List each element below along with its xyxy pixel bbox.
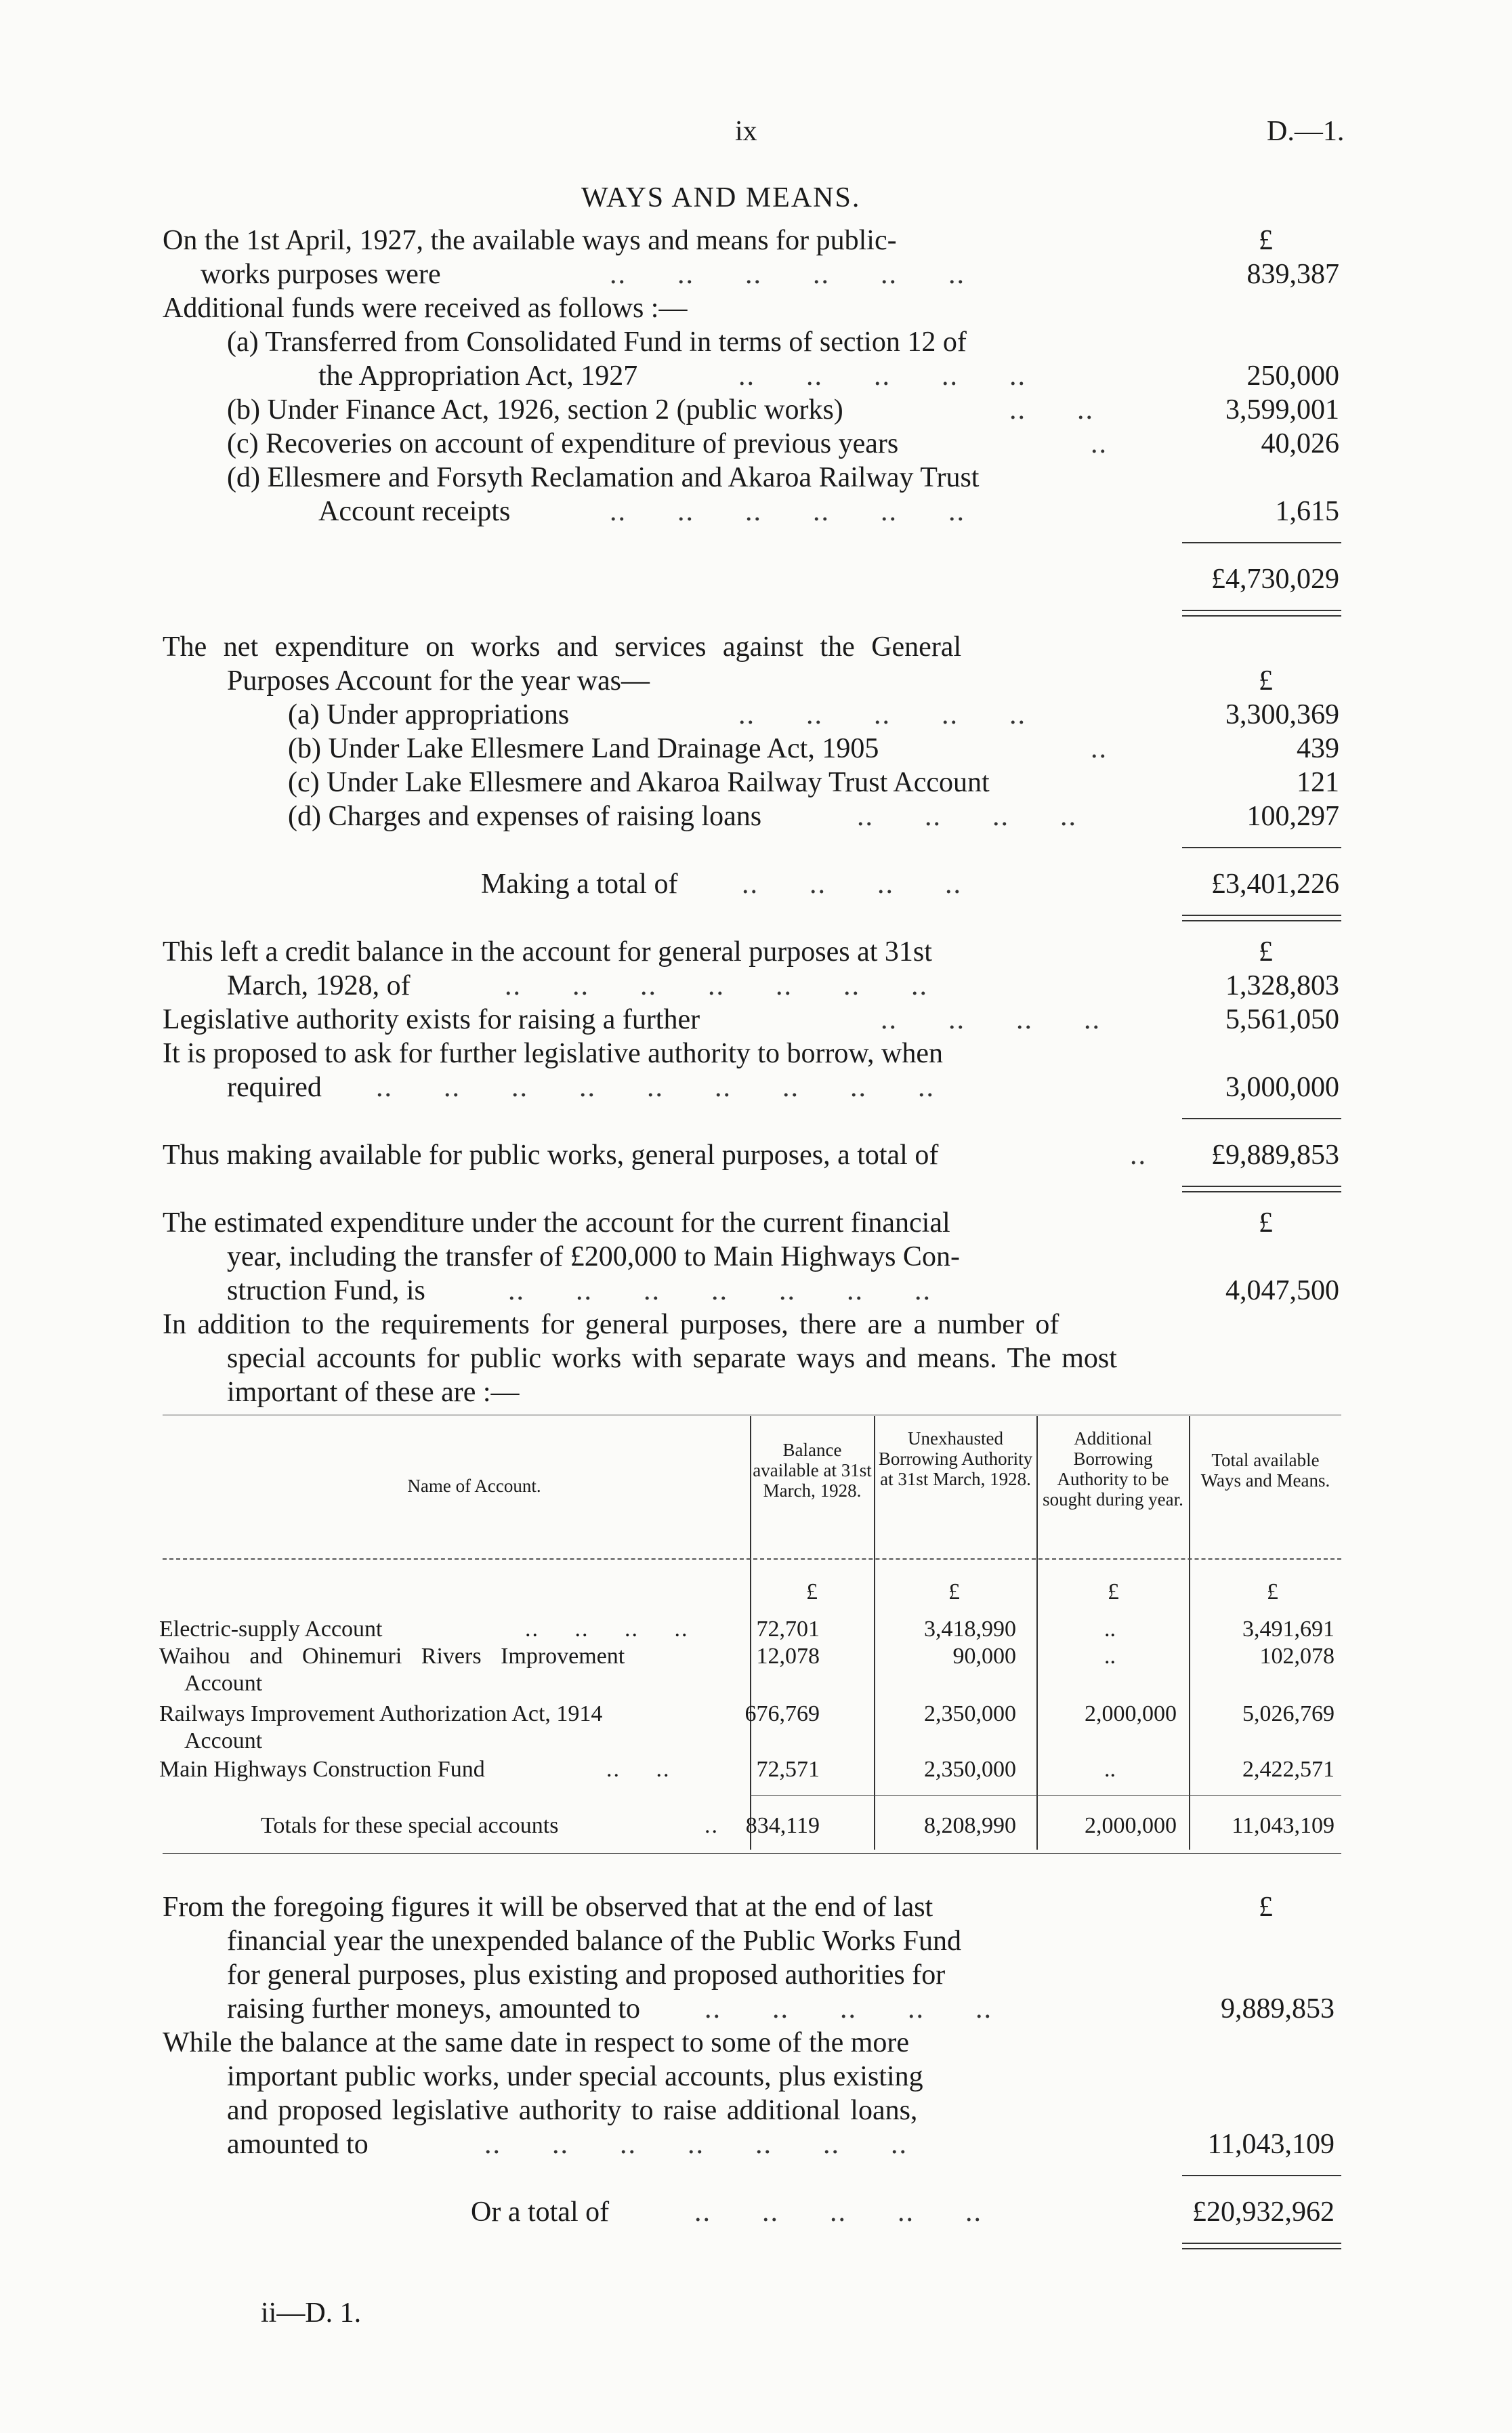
total-cell: 2,422,571 bbox=[1242, 1757, 1335, 1782]
amount: 250,000 bbox=[1246, 360, 1339, 392]
leader-dots: .. .. .. .. .. .. .. .. .. bbox=[376, 1072, 935, 1103]
text-line: March, 1928, of bbox=[227, 970, 411, 1001]
page-title: WAYS AND MEANS. bbox=[581, 182, 861, 213]
text-line: and proposed legislative authority to raise additional loans, bbox=[227, 2095, 918, 2126]
currency-symbol: £ bbox=[1259, 1207, 1273, 1239]
text-line: important of these are :— bbox=[227, 1377, 520, 1408]
text-line: The net expenditure on works and services against the General bbox=[163, 631, 962, 663]
leader-dots: .. bbox=[1091, 733, 1108, 764]
amount: 439 bbox=[1297, 733, 1339, 764]
column-divider bbox=[874, 1416, 875, 1850]
total-amount: £4,730,029 bbox=[1211, 564, 1339, 595]
leader-dots: .. .. bbox=[606, 1757, 671, 1782]
amount: 40,026 bbox=[1261, 428, 1339, 459]
text-line: (a) Under appropriations bbox=[288, 699, 570, 730]
page-number: ix bbox=[735, 116, 757, 147]
text-line: (c) Under Lake Ellesmere and Akaroa Railway Trust Account bbox=[288, 767, 990, 798]
text-line: Additional funds were received as follows :— bbox=[163, 293, 688, 324]
divider bbox=[1182, 542, 1341, 543]
leader-dots: .. bbox=[1091, 428, 1108, 459]
balance-cell: 676,769 bbox=[744, 1701, 820, 1726]
additional-cell: .. bbox=[1104, 1644, 1116, 1669]
text-line: This left a credit balance in the account for general purposes at 31st bbox=[163, 936, 932, 968]
leader-dots: .. .. .. .. .. .. .. bbox=[484, 2129, 908, 2160]
column-header: Name of Account. bbox=[407, 1476, 541, 1496]
double-rule bbox=[1182, 610, 1341, 617]
leader-dots: .. .. bbox=[1009, 394, 1094, 425]
amount: 100,297 bbox=[1246, 801, 1339, 832]
text-line: Account receipts bbox=[318, 496, 511, 527]
text-line: the Appropriation Act, 1927 bbox=[318, 360, 638, 392]
total-amount: £3,401,226 bbox=[1211, 869, 1339, 900]
divider bbox=[1182, 847, 1341, 848]
leader-dots: .. .. .. .. .. .. .. bbox=[508, 1275, 931, 1306]
text-line: While the balance at the same date in respect to some of the more bbox=[163, 2027, 910, 2058]
doc-code: D.—1. bbox=[1267, 116, 1345, 147]
currency-symbol: £ bbox=[806, 1579, 818, 1604]
additional-cell: 2,000,000 bbox=[1085, 1701, 1177, 1726]
currency-symbol: £ bbox=[1108, 1579, 1119, 1604]
currency-symbol: £ bbox=[1259, 665, 1273, 696]
text-line: (b) Under Lake Ellesmere Land Drainage Act, 1905 bbox=[288, 733, 879, 764]
unexhausted-total: 8,208,990 bbox=[924, 1813, 1016, 1838]
double-rule bbox=[1182, 1186, 1341, 1192]
text-line: (a) Transferred from Consolidated Fund in terms of section 12 of bbox=[227, 327, 967, 358]
footer-signature: ii—D. 1. bbox=[261, 2297, 362, 2329]
text-line: required bbox=[227, 1072, 322, 1103]
amount: 5,561,050 bbox=[1225, 1004, 1339, 1035]
divider bbox=[1182, 2175, 1341, 2176]
leader-dots: .. .. .. .. bbox=[857, 801, 1077, 832]
currency-symbol: £ bbox=[1259, 1892, 1273, 1923]
leader-dots: .. .. .. .. bbox=[881, 1004, 1101, 1035]
text-line: raising further moneys, amounted to bbox=[227, 1993, 641, 2024]
balance-total: 834,119 bbox=[745, 1813, 820, 1838]
amount: 1,615 bbox=[1275, 496, 1339, 527]
column-header: Balance available at 31st March, 1928. bbox=[753, 1440, 872, 1501]
total-label: Making a total of bbox=[481, 869, 678, 900]
leader-dots: .. .. .. .. bbox=[525, 1617, 689, 1642]
leader-dots: .. .. .. .. .. .. bbox=[610, 496, 965, 527]
text-line: Legislative authority exists for raising a further bbox=[163, 1004, 700, 1035]
leader-dots: .. .. .. .. .. .. .. bbox=[505, 970, 928, 1001]
column-divider bbox=[750, 1416, 751, 1850]
total-label: Or a total of bbox=[471, 2197, 610, 2228]
additional-cell: .. bbox=[1104, 1617, 1116, 1642]
leader-dots: .. .. .. .. .. bbox=[738, 360, 1026, 392]
leader-dots: .. .. .. .. .. bbox=[705, 1993, 992, 2024]
currency-symbol: £ bbox=[1259, 225, 1273, 256]
text-line: (c) Recoveries on account of expenditure of previous years bbox=[227, 428, 899, 459]
column-header: Additional Borrowing Authority to be sought during year. bbox=[1043, 1428, 1183, 1510]
balance-cell: 72,571 bbox=[756, 1757, 820, 1782]
amount: 11,043,109 bbox=[1207, 2129, 1335, 2160]
additional-total: 2,000,000 bbox=[1085, 1813, 1177, 1838]
text-line: (d) Charges and expenses of raising loans bbox=[288, 801, 762, 832]
text-line: financial year the unexpended balance of the Public Works Fund bbox=[227, 1926, 962, 1957]
text-line: important public works, under special accounts, plus existing bbox=[227, 2061, 923, 2092]
currency-symbol: £ bbox=[1267, 1579, 1278, 1604]
text-line: In addition to the requirements for general purposes, there are a number of bbox=[163, 1309, 1059, 1340]
unexhausted-cell: 2,350,000 bbox=[924, 1701, 1016, 1726]
leader-dots: .. .. .. .. .. .. bbox=[610, 259, 965, 290]
column-header: Unexhausted Borrowing Authority at 31st March, 1928. bbox=[878, 1428, 1033, 1489]
amount: 3,000,000 bbox=[1225, 1072, 1339, 1103]
text-line: amounted to bbox=[227, 2129, 369, 2160]
leader-dots: .. .. .. .. bbox=[742, 869, 962, 900]
total-amount: £20,932,962 bbox=[1192, 2197, 1335, 2228]
amount: 1,328,803 bbox=[1225, 970, 1339, 1001]
double-rule bbox=[1182, 2243, 1341, 2249]
text-line: for general purposes, plus existing and proposed authorities for bbox=[227, 1959, 946, 1991]
total-cell: 5,026,769 bbox=[1242, 1701, 1335, 1726]
header-rule bbox=[163, 1558, 1341, 1560]
currency-symbol: £ bbox=[948, 1579, 960, 1604]
unexhausted-cell: 2,350,000 bbox=[924, 1757, 1016, 1782]
balance-cell: 72,701 bbox=[756, 1617, 820, 1642]
column-header: Total available Ways and Means. bbox=[1200, 1450, 1330, 1491]
text-line: works purposes were bbox=[201, 259, 441, 290]
divider bbox=[1182, 1118, 1341, 1119]
account-name: Waihou and Ohinemuri Rivers Improvement bbox=[159, 1644, 625, 1669]
column-divider bbox=[1189, 1416, 1190, 1850]
text-line: (b) Under Finance Act, 1926, section 2 (public works) bbox=[227, 394, 843, 425]
account-name: Electric-supply Account bbox=[159, 1617, 383, 1642]
unexhausted-cell: 3,418,990 bbox=[924, 1617, 1016, 1642]
leader-dots: .. .. .. .. .. bbox=[738, 699, 1026, 730]
amount: 9,889,853 bbox=[1221, 1993, 1335, 2024]
account-name: Railways Improvement Authorization Act, 1914 bbox=[159, 1701, 603, 1726]
totals-label: Totals for these special accounts bbox=[261, 1813, 559, 1838]
grand-total: 11,043,109 bbox=[1232, 1813, 1335, 1838]
text-line: struction Fund, is bbox=[227, 1275, 425, 1306]
total-cell: 102,078 bbox=[1259, 1644, 1335, 1669]
text-line: On the 1st April, 1927, the available ways and means for public- bbox=[163, 225, 897, 256]
unexhausted-cell: 90,000 bbox=[952, 1644, 1016, 1669]
balance-cell: 12,078 bbox=[756, 1644, 820, 1669]
amount: 121 bbox=[1297, 767, 1339, 798]
leader-dots: .. .. .. .. .. bbox=[694, 2197, 982, 2228]
currency-symbol: £ bbox=[1259, 936, 1273, 968]
additional-cell: .. bbox=[1104, 1757, 1116, 1782]
account-name-continued: Account bbox=[184, 1728, 263, 1753]
totals-rule bbox=[750, 1795, 1341, 1796]
table-bottom-rule bbox=[163, 1853, 1341, 1854]
text-line: (d) Ellesmere and Forsyth Reclamation and Akaroa Railway Trust bbox=[227, 462, 980, 493]
double-rule bbox=[1182, 915, 1341, 921]
amount: 3,300,369 bbox=[1225, 699, 1339, 730]
column-divider bbox=[1036, 1416, 1038, 1850]
text-line: From the foregoing figures it will be observed that at the end of last bbox=[163, 1892, 933, 1923]
amount: 4,047,500 bbox=[1225, 1275, 1339, 1306]
text-line: Purposes Account for the year was— bbox=[227, 665, 650, 696]
text-line: year, including the transfer of £200,000 to Main Highways Con- bbox=[227, 1241, 960, 1272]
text-line: special accounts for public works with separate ways and means. The most bbox=[227, 1343, 1117, 1374]
total-cell: 3,491,691 bbox=[1242, 1617, 1335, 1642]
total-amount: £9,889,853 bbox=[1211, 1140, 1339, 1171]
text-line: It is proposed to ask for further legislative authority to borrow, when bbox=[163, 1038, 944, 1069]
amount: 3,599,001 bbox=[1225, 394, 1339, 425]
total-label: Thus making available for public works, general purposes, a total of bbox=[163, 1140, 939, 1171]
account-name: Main Highways Construction Fund bbox=[159, 1757, 485, 1782]
account-name-continued: Account bbox=[184, 1671, 263, 1696]
leader-dots: .. bbox=[1130, 1140, 1147, 1171]
amount: 839,387 bbox=[1246, 259, 1339, 290]
leader-dots: .. bbox=[705, 1813, 719, 1838]
text-line: The estimated expenditure under the account for the current financial bbox=[163, 1207, 950, 1239]
